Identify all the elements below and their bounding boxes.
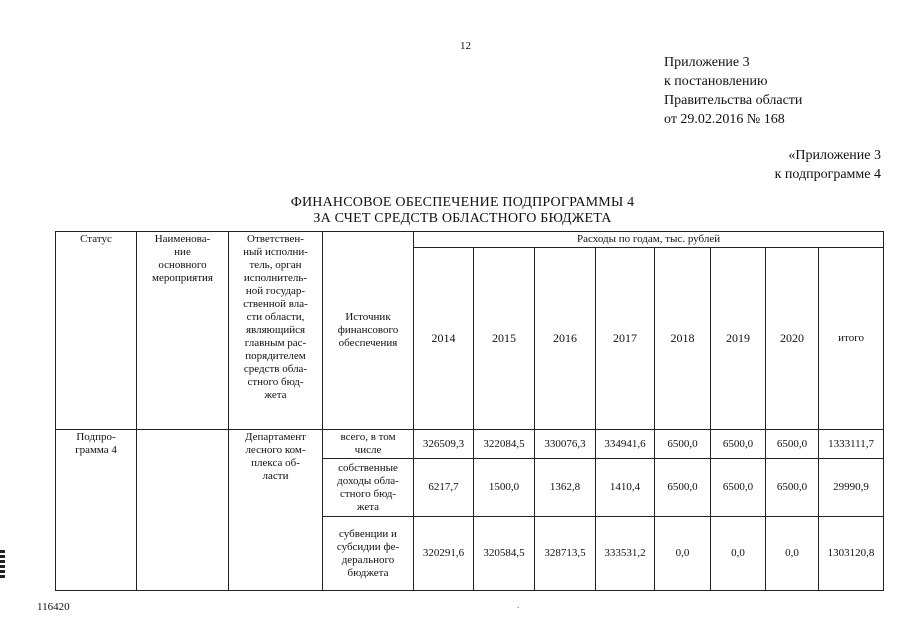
source-cell: субвенции и субсидии фе- дерального бюджета bbox=[323, 517, 414, 591]
value-cell: 1500,0 bbox=[474, 459, 535, 517]
total-cell: 29990,9 bbox=[819, 459, 884, 517]
value-cell: 328713,5 bbox=[535, 517, 596, 591]
document-title-line-1: ФИНАНСОВОЕ ОБЕСПЕЧЕНИЕ ПОДПРОГРАММЫ 4 bbox=[290, 195, 635, 210]
value-cell: 330076,3 bbox=[535, 430, 596, 459]
value-cell: 333531,2 bbox=[596, 517, 655, 591]
total-cell: 1333111,7 bbox=[819, 430, 884, 459]
appendix-line: Приложение 3 bbox=[664, 55, 750, 70]
subprogram-appendix-header bbox=[775, 146, 881, 184]
header-year: 2014 bbox=[414, 248, 474, 430]
source-cell: всего, в том числе bbox=[323, 430, 414, 459]
value-cell: 6500,0 bbox=[766, 459, 819, 517]
value-cell: 0,0 bbox=[766, 517, 819, 591]
value-cell: 326509,3 bbox=[414, 430, 474, 459]
source-cell: собственные доходы обла- стного бюд- жета bbox=[323, 459, 414, 517]
table-row bbox=[56, 430, 884, 459]
header-year: 2016 bbox=[535, 248, 596, 430]
footer-code: 116420 bbox=[37, 601, 70, 613]
appendix-line: к постановлению bbox=[664, 74, 768, 89]
document-title-line-2: ЗА СЧЕТ СРЕДСТВ ОБЛАСТНОГО БЮДЖЕТА bbox=[313, 211, 612, 226]
header-source: Источник финансового обеспечения bbox=[323, 232, 414, 430]
header-activity: Наименова- ние основного мероприятия bbox=[137, 232, 229, 430]
header-row bbox=[56, 232, 884, 248]
appendix-line: от 29.02.2016 № 168 bbox=[664, 112, 785, 127]
header-executor: Ответствен- ный исполни- тель, орган исполнитель- ной государ- ственной вла- сти области, являющийся главным рас- порядителем средств обла- стного бюд- жета bbox=[229, 232, 323, 430]
appendix-header bbox=[664, 53, 802, 129]
header-expenses: Расходы по годам, тыс. рублей bbox=[414, 232, 884, 248]
value-cell: 6500,0 bbox=[711, 430, 766, 459]
value-cell: 6500,0 bbox=[655, 430, 711, 459]
value-cell: 6500,0 bbox=[766, 430, 819, 459]
value-cell: 334941,6 bbox=[596, 430, 655, 459]
value-cell: 320584,5 bbox=[474, 517, 535, 591]
financing-table bbox=[55, 231, 884, 591]
header-year: 2018 bbox=[655, 248, 711, 430]
header-year: 2020 bbox=[766, 248, 819, 430]
value-cell: 322084,5 bbox=[474, 430, 535, 459]
value-cell: 6500,0 bbox=[655, 459, 711, 517]
value-cell: 320291,6 bbox=[414, 517, 474, 591]
appendix-line: Правительства области bbox=[664, 93, 803, 108]
total-cell: 1303120,8 bbox=[819, 517, 884, 591]
value-cell: 6500,0 bbox=[711, 459, 766, 517]
executor-cell: Департамент лесного ком- плекса об- ласти bbox=[229, 430, 323, 591]
value-cell: 1410,4 bbox=[596, 459, 655, 517]
status-cell: Подпро- грамма 4 bbox=[56, 430, 137, 591]
value-cell: 6217,7 bbox=[414, 459, 474, 517]
value-cell: 0,0 bbox=[655, 517, 711, 591]
footer-mark: . bbox=[517, 600, 520, 611]
activity-cell bbox=[137, 430, 229, 591]
header-year: 2017 bbox=[596, 248, 655, 430]
header-year: 2019 bbox=[711, 248, 766, 430]
value-cell: 0,0 bbox=[711, 517, 766, 591]
header-status: Статус bbox=[56, 232, 137, 430]
page-number: 12 bbox=[460, 40, 471, 52]
value-cell: 1362,8 bbox=[535, 459, 596, 517]
appendix-line: «Приложение 3 bbox=[788, 148, 881, 163]
header-total: итого bbox=[819, 248, 884, 430]
appendix-line: к подпрограмме 4 bbox=[774, 167, 881, 182]
scan-edge-mark bbox=[0, 550, 5, 578]
header-year: 2015 bbox=[474, 248, 535, 430]
